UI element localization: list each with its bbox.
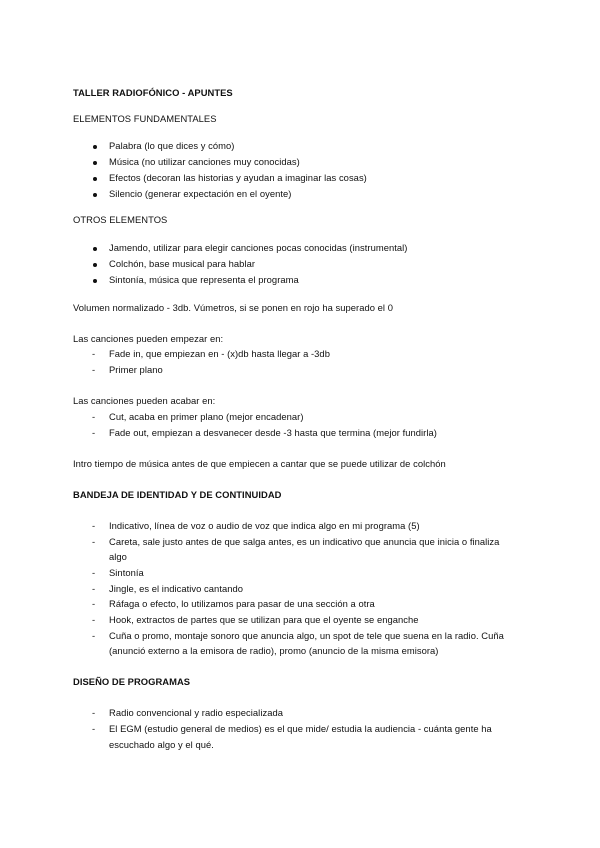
bullet-icon bbox=[93, 247, 97, 251]
list-item: Careta, sale justo antes de que salga antes, es un indicativo que anuncia que inicia o finaliza bbox=[109, 536, 500, 547]
list-item: Indicativo, línea de voz o audio de voz que indica algo en mi programa (5) bbox=[109, 520, 420, 531]
list-item: Primer plano bbox=[109, 364, 163, 375]
bullet-icon bbox=[93, 177, 97, 181]
list-item: Ráfaga o efecto, lo utilizamos para pasar de una sección a otra bbox=[109, 598, 375, 609]
document-title: TALLER RADIOFÓNICO - APUNTES bbox=[73, 87, 233, 98]
dash-marker: - bbox=[92, 567, 96, 578]
bullet-icon bbox=[93, 161, 97, 165]
list-item: Hook, extractos de partes que se utilizan para que el oyente se enganche bbox=[109, 614, 419, 625]
list-item: Palabra (lo que dices y cómo) bbox=[109, 140, 235, 151]
bullet-icon bbox=[93, 193, 97, 197]
list-item: Sintonía bbox=[109, 567, 144, 578]
dash-marker: - bbox=[92, 364, 96, 375]
list-item: Efectos (decoran las historias y ayudan a imaginar las cosas) bbox=[109, 172, 367, 183]
paragraph-volumen: Volumen normalizado - 3db. Vúmetros, si se ponen en rojo ha superado el 0 bbox=[73, 302, 393, 313]
list-item: Cut, acaba en primer plano (mejor encadenar) bbox=[109, 411, 304, 422]
section-heading-diseno: DISEÑO DE PROGRAMAS bbox=[73, 676, 191, 687]
dash-marker: - bbox=[92, 583, 96, 594]
bullet-icon bbox=[93, 263, 97, 267]
list-item: Jamendo, utilizar para elegir canciones pocas conocidas (instrumental) bbox=[109, 242, 408, 253]
section-heading-elementos-fundamentales: ELEMENTOS FUNDAMENTALES bbox=[73, 113, 217, 124]
bullet-icon bbox=[93, 279, 97, 283]
dash-marker: - bbox=[92, 723, 96, 734]
list-item: Sintonía, música que representa el programa bbox=[109, 274, 299, 285]
list-item-continuation: (anunció externo a la emisora de radio), promo (anuncio de la misma emisora) bbox=[109, 645, 439, 656]
list-item: Jingle, es el indicativo cantando bbox=[109, 583, 244, 594]
list-item: Fade out, empiezan a desvanecer desde -3 hasta que termina (mejor fundirla) bbox=[109, 427, 437, 438]
list-item: Colchón, base musical para hablar bbox=[109, 258, 256, 269]
list-item-continuation: algo bbox=[109, 551, 127, 562]
paragraph-empezar: Las canciones pueden empezar en: bbox=[73, 333, 224, 344]
dash-marker: - bbox=[92, 536, 96, 547]
paragraph-intro: Intro tiempo de música antes de que empiecen a cantar que se puede utilizar de colchón bbox=[73, 458, 446, 469]
section-heading-otros-elementos: OTROS ELEMENTOS bbox=[73, 214, 168, 225]
dash-marker: - bbox=[92, 707, 96, 718]
list-item-continuation: escuchado algo y el qué. bbox=[109, 739, 214, 750]
dash-marker: - bbox=[92, 427, 96, 438]
dash-marker: - bbox=[92, 630, 96, 641]
dash-marker: - bbox=[92, 598, 96, 609]
dash-marker: - bbox=[92, 520, 96, 531]
list-item: Música (no utilizar canciones muy conocidas) bbox=[109, 156, 300, 167]
paragraph-acabar: Las canciones pueden acabar en: bbox=[73, 395, 216, 406]
list-item: Silencio (generar expectación en el oyente) bbox=[109, 188, 292, 199]
dash-marker: - bbox=[92, 614, 96, 625]
bullet-icon bbox=[93, 145, 97, 149]
list-item: Radio convencional y radio especializada bbox=[109, 707, 283, 718]
dash-marker: - bbox=[92, 348, 96, 359]
list-item: Fade in, que empiezan en - (x)db hasta llegar a -3db bbox=[109, 348, 330, 359]
list-item: El EGM (estudio general de medios) es el que mide/ estudia la audiencia - cuánta gente ha bbox=[109, 723, 492, 734]
list-item: Cuña o promo, montaje sonoro que anuncia algo, un spot de tele que suena en la radio. Cuña bbox=[109, 630, 504, 641]
section-heading-bandeja: BANDEJA DE IDENTIDAD Y DE CONTINUIDAD bbox=[73, 489, 282, 500]
dash-marker: - bbox=[92, 411, 96, 422]
